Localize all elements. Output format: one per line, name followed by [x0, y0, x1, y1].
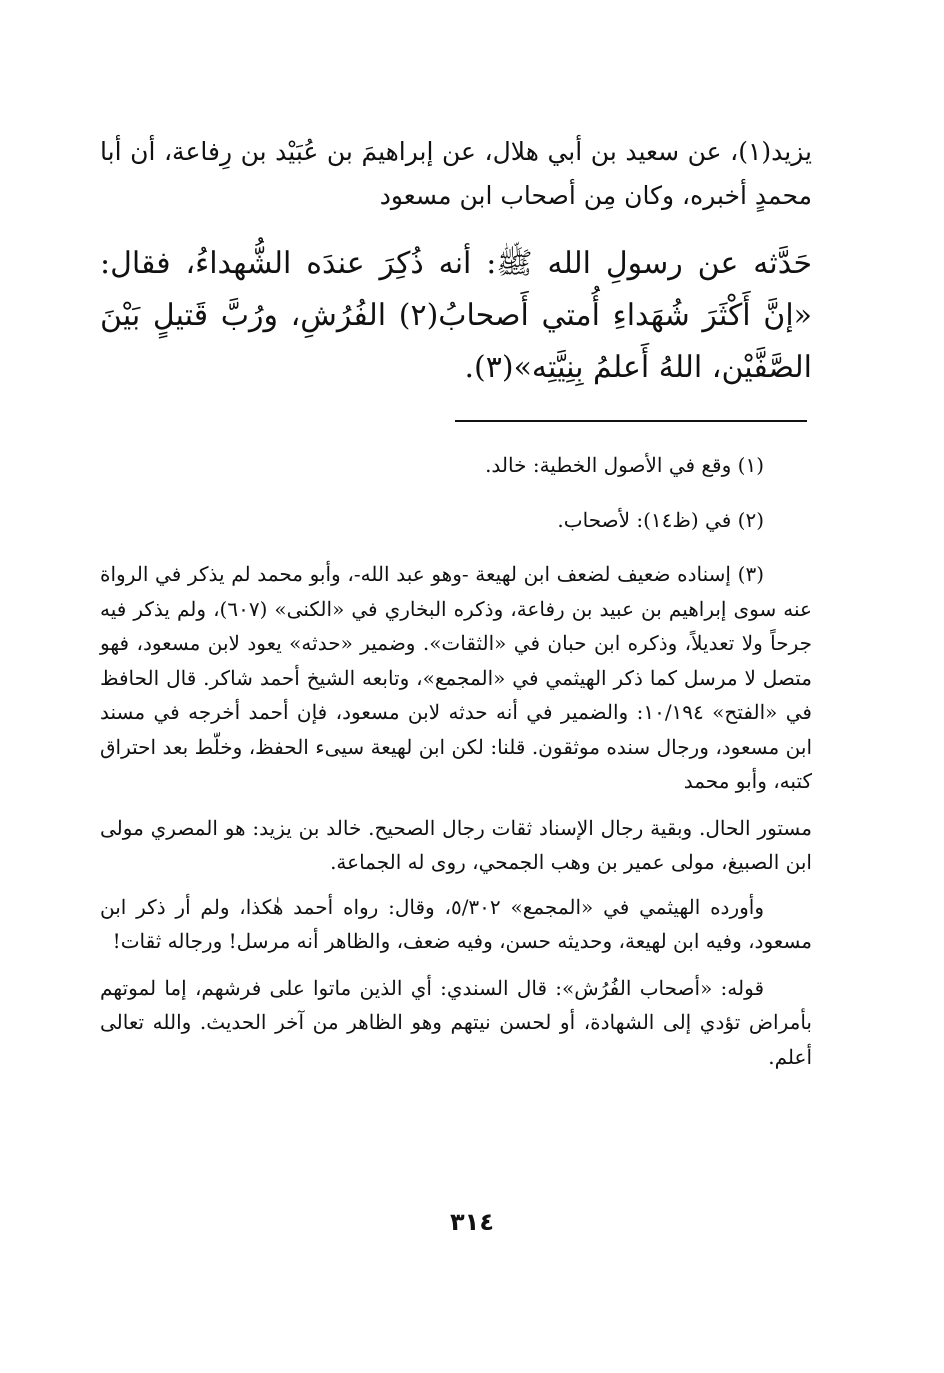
isnad-paragraph: يزيد(١)، عن سعيد بن أبي هلال، عن إبراهيمَ بن عُبَيْد بن رِفاعة، أن أبا محمدٍ أخبره، وكان مِن أصحاب ابن مسعود — [100, 137, 812, 210]
hadith-text — [100, 238, 812, 394]
footnote-2: (٢) في (ظ١٤): لأصحاب. — [557, 507, 764, 532]
footnotes — [100, 448, 812, 1086]
footnote-1: (١) وقع في الأصول الخطية: خالد. — [485, 453, 764, 477]
main-text-intro — [100, 130, 812, 218]
footnote-divider — [455, 420, 807, 422]
hadith-paragraph: حَدَّثه عن رسولِ الله ﷺ: أنه ذُكِرَ عندَه الشُّهداءُ، فقال: «إنَّ أَكْثَرَ شُهَداءِ أُمتي أَصحابُ(٢) الفُرُشِ، ورُبَّ قَتيلٍ بَيْنَ الصَّفَّيْن، اللهُ أَعلمُ بِنِيَّتِه»(٣). — [100, 246, 813, 385]
page-number: ٣١٤ — [450, 1208, 494, 1236]
footnote-3-part-2: مستور الحال. وبقية رجال الإسناد ثقات رجال الصحيح. خالد بن يزيد: هو المصري مولى ابن الصبيغ، مولى عمير بن وهب الجمحي، روى له الجماعة. — [100, 815, 812, 874]
footnote-3-part-3: وأورده الهيثمي في «المجمع» ٥/٣٠٢، وقال: رواه أحمد هٰكذا، ولم أر ذكر ابن مسعود، وفيه ابن لهيعة، وحديثه حسن، وفيه ضعف، والظاهر أنه مرسل! ورجاله ثقات! — [100, 894, 812, 953]
footnote-3-part-4: قوله: «أصحاب الفُرُش»: قال السندي: أي الذين ماتوا على فرشهم، إما لموتهم بأمراض تؤدي إلى الشهادة، أو لحسن نيتهم وهو الظاهر من آخر الحديث. والله تعالى أعلم. — [100, 975, 812, 1069]
footnote-3-part-1: (٣) إسناده ضعيف لضعف ابن لهيعة -وهو عبد الله-، وأبو محمد لم يذكر في الرواة عنه سوى إبراهيم بن عبيد بن رفاعة، وذكره البخاري في «الكنى» (٦٠٧)، ولم يذكر فيه جرحاً ولا تعديلاً، وذكره ابن حبان في «الثقات». وضمير «حدثه» يعود لابن مسعود، فهو متصل لا مرسل كما ذكر الهيثمي في «المجمع»، وتابعه الشيخ أحمد شاكر. قال الحافظ في «الفتح» ١٠/١٩٤: والضمير في أنه حدثه لابن مسعود، فإن أحمد أخرجه في مسند ابن مسعود، ورجال سنده موثقون. قلنا: لكن ابن لهيعة سيىء الحفظ، وخلّط بعد احتراق كتبه، وأبو محمد — [100, 562, 812, 793]
